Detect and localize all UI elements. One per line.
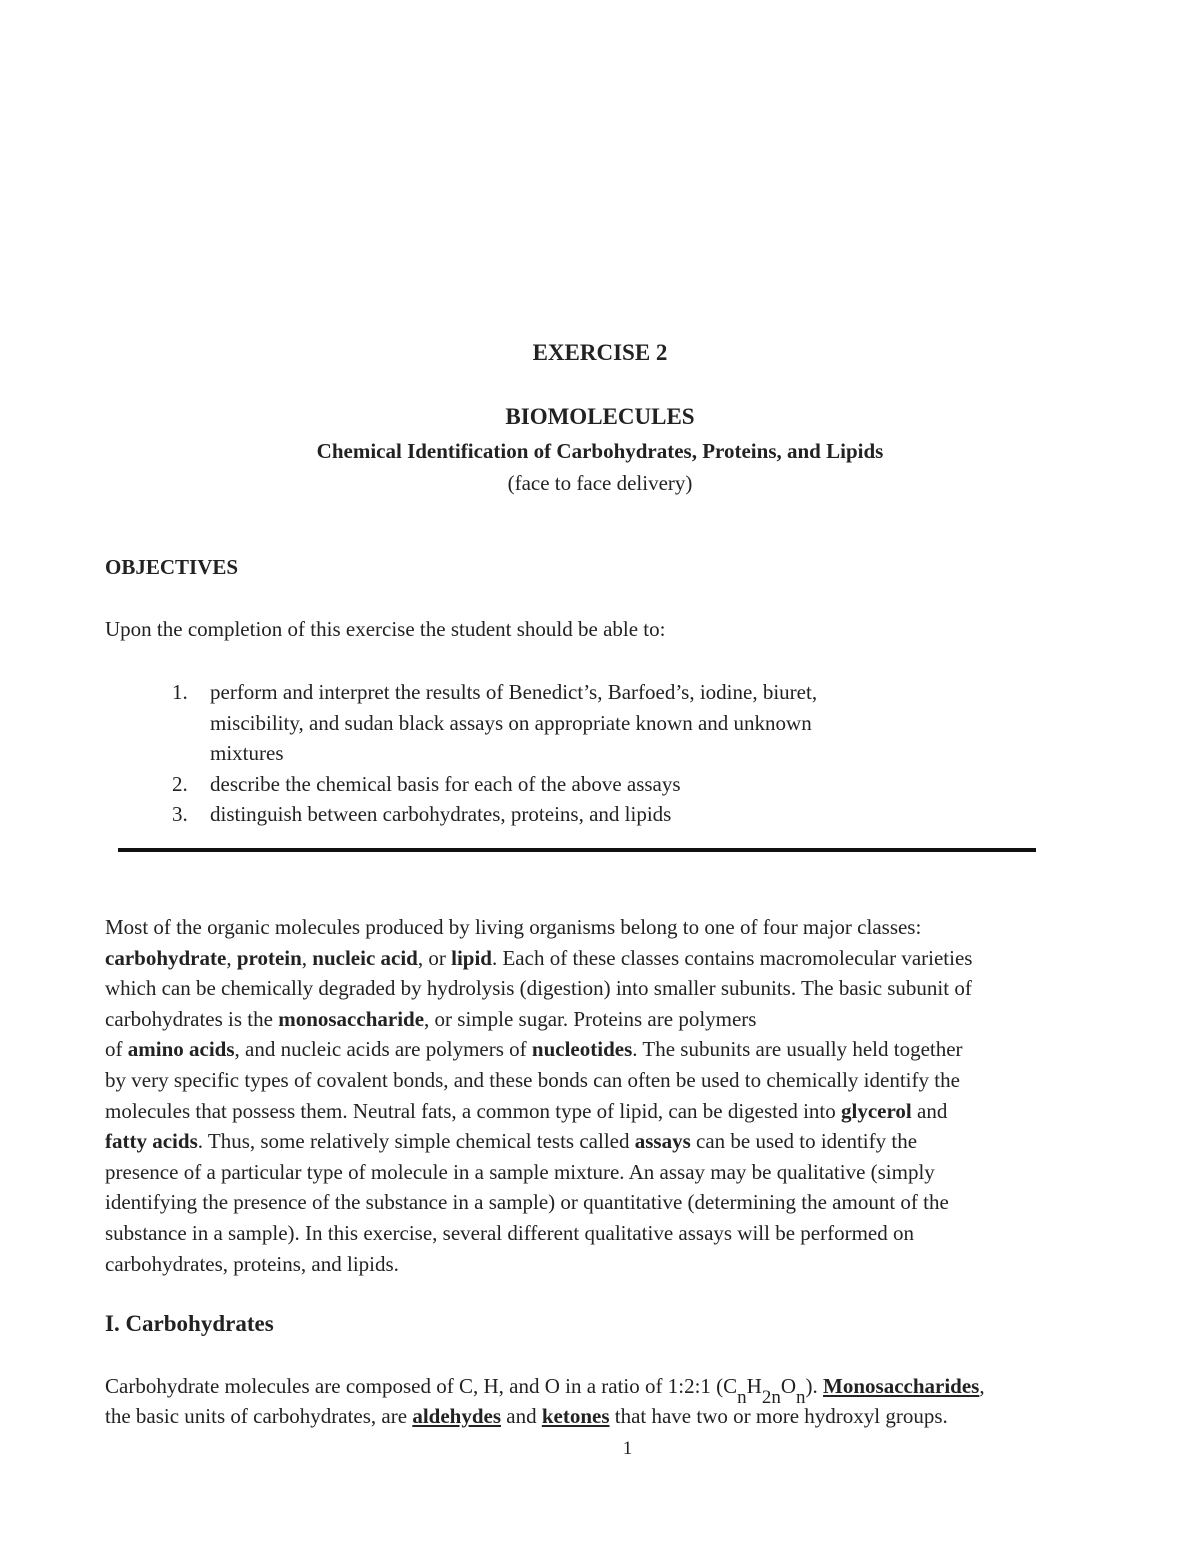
text-run: substance in a sample). In this exercise, several different qualitative assays will be performed on	[105, 1220, 915, 1245]
list-item-text: describe the chemical basis for each of the above assays	[210, 771, 681, 796]
paragraph-line	[105, 973, 1095, 1004]
text-run: presence of a particular type of molecule in a sample mixture. An assay may be qualitative (simply	[105, 1159, 935, 1184]
paragraph-line	[105, 1371, 1105, 1408]
formula-subscript: n	[737, 1387, 747, 1408]
delivery-note: (face to face delivery)	[507, 471, 693, 495]
text-run: carbohydrates is the	[105, 1006, 279, 1031]
list-item-text: miscibility, and sudan black assays on appropriate known and unknown	[210, 710, 812, 735]
list-item	[172, 677, 932, 769]
page-number: 1	[622, 1438, 633, 1459]
formula-element: O	[780, 1374, 797, 1398]
list-item	[172, 799, 932, 830]
list-item-number: 1.	[172, 680, 188, 704]
exercise-number: EXERCISE 2	[532, 340, 668, 365]
list-item-number: 3.	[172, 802, 188, 826]
text-run: and	[501, 1404, 542, 1428]
paragraph-line	[105, 1126, 1095, 1157]
paragraph-line	[105, 1218, 1095, 1249]
formula-subscript: 2n	[761, 1387, 781, 1408]
term-aldehydes: aldehydes	[412, 1404, 501, 1428]
text-run: of	[105, 1037, 128, 1062]
list-item	[172, 769, 932, 800]
carbohydrates-paragraph	[105, 1371, 1105, 1431]
term-monosaccharides: Monosaccharides	[823, 1374, 980, 1398]
formula-subscript: n	[796, 1387, 806, 1408]
text-run: ).	[805, 1374, 824, 1398]
paragraph-line	[105, 1096, 1095, 1127]
text-run: can be used to identify the	[690, 1129, 918, 1154]
term-amino-acids: amino acids	[127, 1037, 235, 1062]
text-run: . Each of these classes contains macromolecular varieties	[491, 945, 973, 970]
text-run: carbohydrates, proteins, and lipids.	[105, 1251, 399, 1276]
text-run: and	[911, 1098, 948, 1123]
horizontal-divider	[118, 848, 1036, 852]
paragraph-line	[105, 1004, 1095, 1035]
term-glycerol: glycerol	[841, 1098, 912, 1123]
text-run: Carbohydrate molecules are composed of C, H, and O in a ratio of 1:2:1 (C	[105, 1374, 738, 1398]
list-item-number: 2.	[172, 771, 188, 796]
list-item-text: perform and interpret the results of Benedict’s, Barfoed’s, iodine, biuret,	[210, 680, 818, 704]
text-run: which can be chemically degraded by hydrolysis (digestion) into smaller subunits. The basic subunit of	[105, 976, 972, 1001]
objectives-heading: OBJECTIVES	[105, 555, 239, 579]
document-subtitle: Chemical Identification of Carbohydrates, Proteins, and Lipids	[316, 439, 884, 463]
term-carbohydrate: carbohydrate	[105, 945, 227, 970]
text-run: . Thus, some relatively simple chemical tests called	[197, 1129, 635, 1154]
paragraph-line	[105, 1157, 1095, 1188]
text-run: , or simple sugar. Proteins are polymers	[424, 1006, 757, 1031]
text-run: by very specific types of covalent bonds, and these bonds can often be used to chemically identify the	[105, 1067, 960, 1092]
text-run: Most of the organic molecules produced by living organisms belong to one of four major classes:	[105, 915, 922, 939]
paragraph-line	[105, 1401, 1105, 1431]
paragraph-line	[105, 1065, 1095, 1096]
text-run: that have two or more hydroxyl groups.	[609, 1404, 948, 1428]
list-item-text: mixtures	[210, 741, 284, 765]
paragraph-line	[105, 912, 1095, 943]
formula-element: H	[746, 1374, 762, 1398]
text-run: identifying the presence of the substance in a sample) or quantitative (determining the amount of the	[105, 1190, 949, 1215]
text-run: , and nucleic acids are polymers of	[234, 1037, 532, 1062]
document-title: BIOMOLECULES	[505, 404, 695, 429]
text-run: . The subunits are usually held together	[632, 1037, 963, 1062]
objectives-intro: Upon the completion of this exercise the student should be able to:	[105, 617, 666, 641]
text-run: molecules that possess them. Neutral fats, a common type of lipid, can be digested into	[105, 1098, 841, 1123]
term-ketones: ketones	[541, 1404, 610, 1428]
term-monosaccharide: monosaccharide	[278, 1006, 425, 1031]
term-protein: protein	[236, 945, 302, 970]
objectives-list	[172, 677, 932, 830]
paragraph-line	[105, 1249, 1095, 1280]
term-lipid: lipid	[451, 945, 492, 970]
term-assays: assays	[634, 1129, 691, 1154]
text-run: ,	[979, 1374, 985, 1398]
term-nucleotides: nucleotides	[531, 1037, 633, 1062]
text-run: the basic units of carbohydrates, are	[105, 1404, 413, 1428]
term-fatty-acids: fatty acids	[105, 1129, 198, 1154]
paragraph-line	[105, 1187, 1095, 1218]
section-heading-carbohydrates: I. Carbohydrates	[105, 1311, 274, 1336]
paragraph-line: carbohydrate, protein, nucleic acid, or lipid. Each of these classes contains macromolecular varieties	[105, 945, 973, 970]
term-nucleic-acid: nucleic acid	[312, 945, 418, 970]
list-item-text: distinguish between carbohydrates, proteins, and lipids	[210, 802, 672, 826]
paragraph-line	[105, 1034, 1095, 1065]
intro-paragraph	[105, 912, 1095, 1279]
